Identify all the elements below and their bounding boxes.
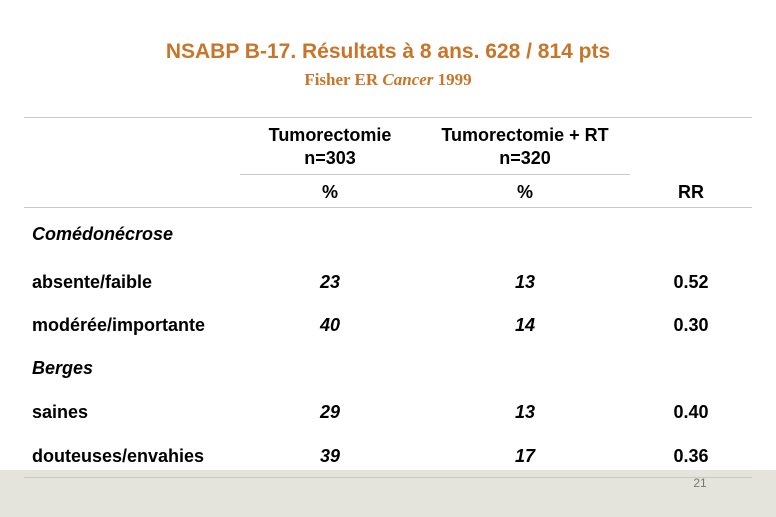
table-top-rule — [24, 117, 752, 118]
subtitle-year: 1999 — [437, 70, 472, 89]
section-heading-berges: Berges — [32, 358, 94, 378]
slide-title: NSABP B-17. Résultats à 8 ans. 628 / 814 pts — [165, 40, 611, 63]
row-value-tumorectomie: 40 — [319, 315, 341, 335]
section-heading-comedonecrose: Comédonécrose — [32, 224, 174, 244]
subtitle-authors: Fisher ER — [304, 70, 379, 89]
row-value-rr: 0.40 — [673, 402, 709, 422]
row-value-rr: 0.36 — [673, 446, 709, 466]
row-label: modérée/importante — [32, 315, 206, 335]
row-value-rr: 0.52 — [673, 272, 709, 292]
column-unit-2: % — [516, 182, 533, 202]
row-value-tumorectomie-rt: 13 — [514, 402, 536, 422]
column-header-line2: n=320 — [499, 148, 551, 168]
row-label: saines — [32, 402, 89, 422]
row-value-tumorectomie: 23 — [319, 272, 341, 292]
row-value-tumorectomie-rt: 13 — [514, 272, 536, 292]
row-value-tumorectomie: 39 — [319, 446, 341, 466]
header-sub-rule — [240, 174, 630, 175]
subtitle-journal: Cancer — [382, 70, 434, 89]
column-header-line1: Tumorectomie — [268, 125, 392, 145]
row-value-tumorectomie-rt: 17 — [514, 446, 536, 466]
table-bottom-rule — [24, 477, 752, 478]
slide-subtitle — [0, 70, 776, 90]
row-label: douteuses/envahies — [32, 446, 205, 466]
column-header-rr: RR — [678, 182, 704, 202]
column-header-line1: Tumorectomie + RT — [441, 125, 609, 145]
row-value-tumorectomie: 29 — [319, 402, 341, 422]
header-bottom-rule — [24, 207, 752, 208]
row-value-tumorectomie-rt: 14 — [514, 315, 536, 335]
column-header-line2: n=303 — [304, 148, 356, 168]
row-label: absente/faible — [32, 272, 153, 292]
column-header-tumorectomie — [250, 124, 410, 170]
column-unit-1: % — [321, 182, 338, 202]
page-number: 21 — [693, 476, 707, 490]
column-header-tumorectomie-rt — [415, 124, 635, 170]
row-value-rr: 0.30 — [673, 315, 709, 335]
